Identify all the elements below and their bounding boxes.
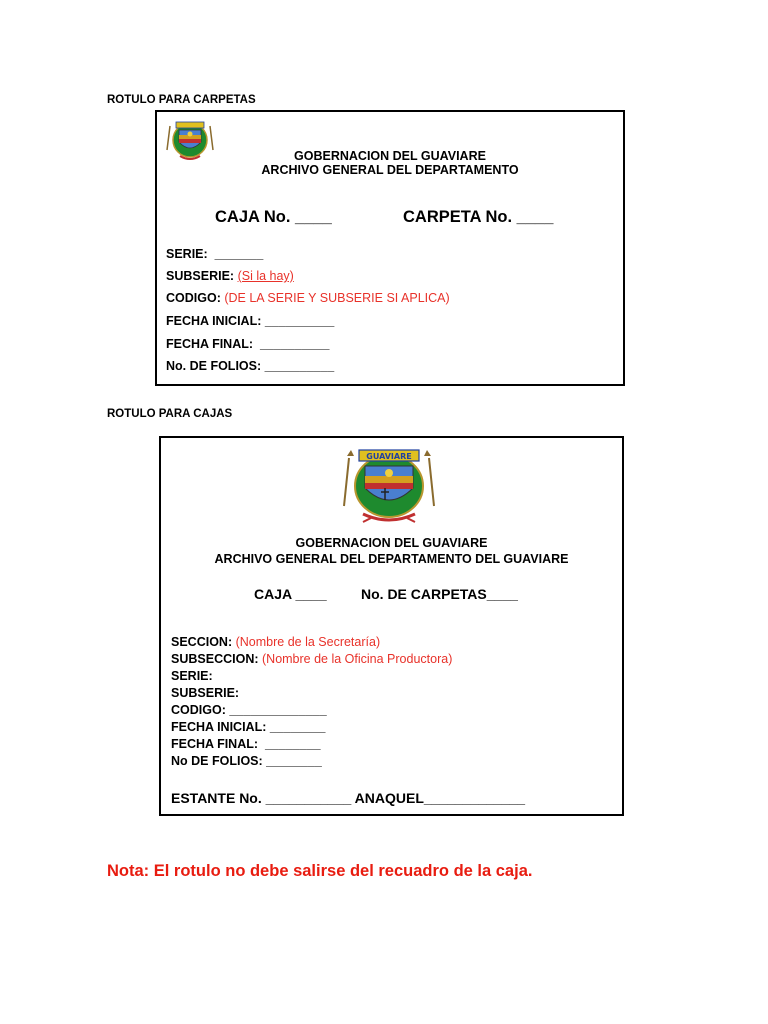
carpetas-field-serie: SERIE: _______ <box>166 247 264 261</box>
carpetas-label-box <box>155 110 625 386</box>
carpetas-field-fecha-inicial: FECHA INICIAL: __________ <box>166 314 335 328</box>
cajas-field-fecha-inicial: FECHA INICIAL: ________ <box>171 720 326 734</box>
carpetas-carpeta-label: CARPETA No. ____ <box>403 208 554 226</box>
cajas-field-seccion: SECCION: (Nombre de la Secretaría) <box>171 635 381 649</box>
cajas-carpetas-label: No. DE CARPETAS____ <box>361 586 518 602</box>
carpetas-field-folios: No. DE FOLIOS: __________ <box>166 359 335 373</box>
nota-warning: Nota: El rotulo no debe salirse del recuadro de la caja. <box>107 862 533 880</box>
cajas-estante-anaquel: ESTANTE No. ___________ ANAQUEL_____________ <box>171 790 526 806</box>
carpetas-org-line1: GOBERNACION DEL GUAVIARE <box>294 149 486 163</box>
emblem-banner-text: GUAVIARE <box>366 452 412 461</box>
cajas-field-subseccion: SUBSECCION: (Nombre de la Oficina Productora) <box>171 652 453 666</box>
cajas-field-folios: No DE FOLIOS: ________ <box>171 754 322 768</box>
carpetas-caja-label: CAJA No. ____ <box>215 208 332 226</box>
carpetas-field-fecha-final: FECHA FINAL: __________ <box>166 337 330 351</box>
carpetas-caption: ROTULO PARA CARPETAS <box>107 94 256 106</box>
cajas-field-fecha-final: FECHA FINAL: ________ <box>171 737 321 751</box>
carpetas-org-line2: ARCHIVO GENERAL DEL DEPARTAMENTO <box>261 163 519 177</box>
cajas-label-box <box>159 436 624 816</box>
cajas-field-codigo: CODIGO: ______________ <box>171 703 327 717</box>
carpetas-field-subserie: SUBSERIE: (Si la hay) <box>166 269 294 283</box>
cajas-field-subserie: SUBSERIE: <box>171 686 240 700</box>
carpetas-field-codigo: CODIGO: (DE LA SERIE Y SUBSERIE SI APLICA) <box>166 291 450 305</box>
cajas-caption: ROTULO PARA CAJAS <box>107 408 233 420</box>
cajas-caja-label: CAJA ____ <box>254 586 327 602</box>
cajas-org-line2: ARCHIVO GENERAL DEL DEPARTAMENTO DEL GUAVIARE <box>214 552 569 566</box>
coat-of-arms-icon <box>341 444 437 524</box>
cajas-org-line1: GOBERNACION DEL GUAVIARE <box>295 536 488 550</box>
cajas-field-serie: SERIE: <box>171 669 213 683</box>
